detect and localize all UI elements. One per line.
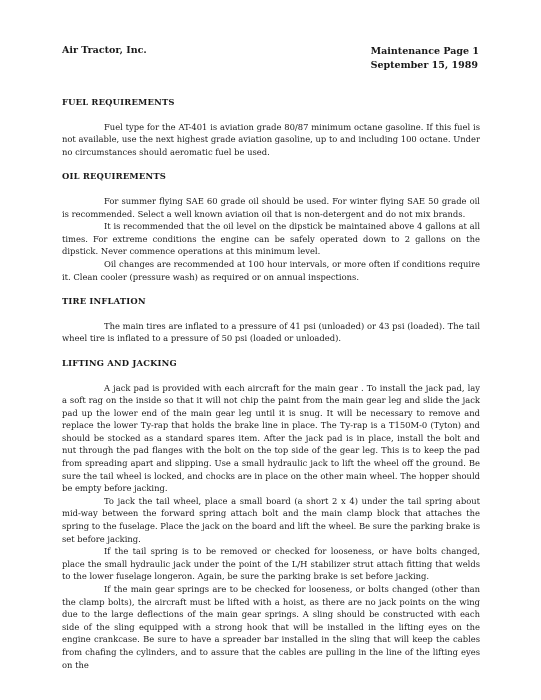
oil-heading: OIL REQUIREMENTS	[62, 171, 167, 182]
lifting-section	[62, 357, 480, 671]
oil-section	[62, 170, 480, 283]
lifting-heading: LIFTING AND JACKING	[62, 357, 177, 368]
lifting-paragraph-3: If the tail spring is to be removed or checked for looseness, or have bolts changed, place the small hydraulic jack under the point of the L/H stabilizer strut attach fitting that welds to the lower fuselage longeron. Again, be sure the parking brake is set before jacking.	[62, 546, 480, 582]
fuel-heading: FUEL REQUIREMENTS	[62, 97, 175, 107]
fuel-paragraph: Fuel type for the AT-401 is aviation grade 80/87 minimum octane gasoline. If this fuel is not available, use the next highest grade aviation gasoline, up to and including 100 octane. Under no circumstances should aeromatic fuel be used.	[62, 121, 480, 157]
lifting-paragraph-1: A jack pad is provided with each aircraft for the main gear . To install the jack pad, lay a soft rag on the inside so that it will not chip the paint from the main gear leg and slide the jack pad up the lower end of the main gear leg until it is snug. It will be necessary to remove and replace the lower Ty-rap that holds the brake line in place. The Ty-rap is a T150M-0 (Tyton) and should be stocked as a standard spares item. After the jack pad is in place, install the bolt and nut through the pad flanges with the bolt on the top side of the gear leg. This is to keep the pad from spreading apart and slipping. Use a small hydraulic jack to lift the wheel off the ground. Be sure the tail wheel is locked, and chocks are in place on the other main wheel. The hopper should be empty before jacking.	[62, 382, 480, 494]
lifting-paragraph-2: To jack the tail wheel, place a small board (a short 2 x 4) under the tail spring about mid-way between the forward spring attach bolt and the main clamp block that attaches the spring to the fuselage. Place the jack on the board and lift the wheel. Be sure the parking brake is set before jacking.	[62, 495, 480, 544]
lifting-paragraph-4: If the main gear springs are to be checked for looseness, or bolts changed (other than the clamp bolts), the aircraft must be lifted with a hoist, as there are no jack points on the wing due to the large deflections of the main gear springs. A sling should be constructed with each side of the sling equipped with a strong hook that will be installed in the lifting eyes on the engine crankcase. Be sure to have a spreader bar installed in the sling that will keep the cables from chafing the cylinders, and to assure that the cables are pulling in the line of the lifting eyes on the	[62, 584, 480, 670]
tire-heading: TIRE INFLATION	[62, 296, 146, 307]
page-header-info	[371, 45, 479, 73]
oil-paragraph-2: It is recommended that the oil level on the dipstick be maintained above 4 gallons at all times. For extreme conditions the engine can be safely operated down to 2 gallons on the dipstick. Never commence operations at this minimum level.	[62, 221, 480, 257]
document-body	[62, 96, 480, 683]
oil-paragraph-3: Oil changes are recommended at 100 hour intervals, or more often if conditions require it. Clean cooler (pressure wash) as required or on annual inspections.	[62, 258, 480, 282]
tire-section	[62, 295, 480, 345]
fuel-section	[62, 96, 480, 158]
tire-paragraph: The main tires are inflated to a pressure of 41 psi (unloaded) or 43 psi (loaded). The tail wheel tire is inflated to a pressure of 50 psi (loaded or unloaded).	[62, 320, 480, 344]
company-name: Air Tractor, Inc.	[62, 45, 147, 56]
page-label: Maintenance Page 1	[370, 46, 479, 57]
document-date: September 15, 1989	[370, 60, 478, 71]
oil-paragraph-1: For summer flying SAE 60 grade oil should be used. For winter flying SAE 50 grade oil is recommended. Select a well known aviation oil that is non-detergent and do not mix brands.	[62, 195, 480, 219]
